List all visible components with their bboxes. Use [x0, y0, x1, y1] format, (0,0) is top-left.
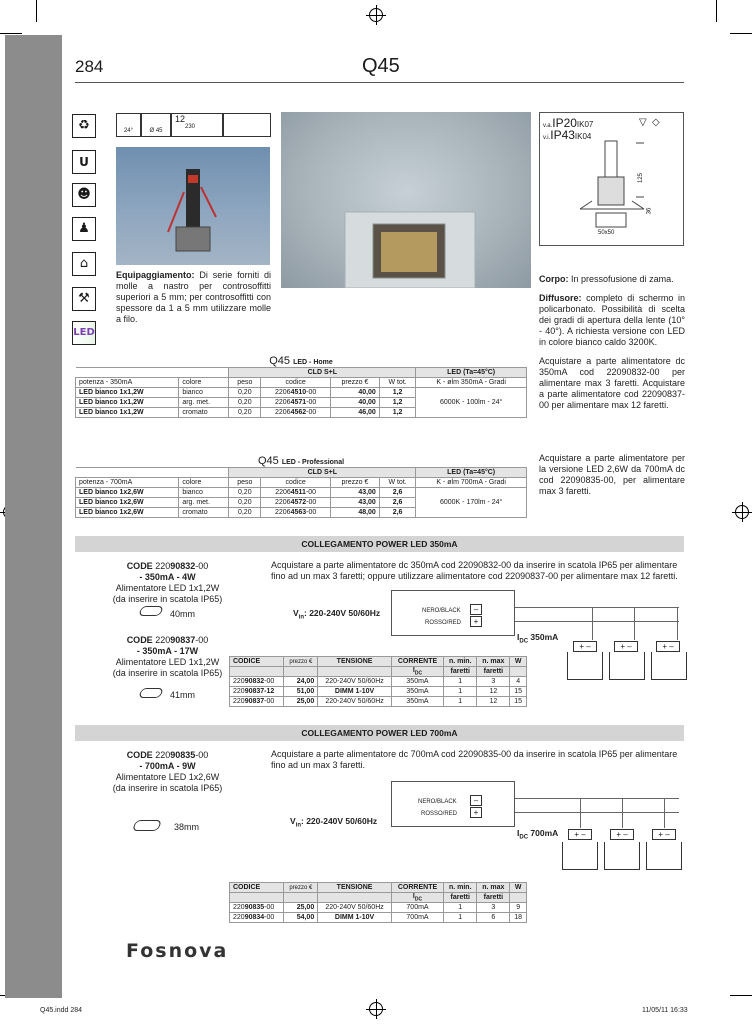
spec-angle: 24°	[116, 113, 141, 137]
size-40mm: 40mm	[170, 609, 196, 619]
sidebar-strip	[5, 35, 62, 998]
lamp-icon	[651, 652, 687, 680]
table-row: 22090832-00 24,00 220-240V 50/60Hz 350mA 1 3 4	[230, 677, 527, 687]
lamp-terminal: + –	[568, 829, 592, 840]
driver-350-table: CODICE prezzo € TENSIONE CORRENTE n. min. n. max W $I_{DC}$ faretti faretti 22090832-00 24,00 220-240V 50/60Hz 350mA 1 3 4 22090837-12 51,00 DIMM 1-10V 350mA 1 12 15 22090837-00 25,00 220-240V 50/60Hz 350mA 1 12 15	[229, 656, 527, 707]
section-350-text: Acquistare a parte alimentatore dc 350mA cod 22090832-00 da inserire in scatola IP65 per alimentare fino ad un max 3 faretti; oppure utilizzare alimentatore cod 22090837-00 per alimentare max 12 faretti.	[271, 560, 678, 581]
wire-label-red: ROSSO/RED	[425, 620, 462, 626]
spec-empty	[223, 113, 271, 137]
code-90835: CODE 22090835-00 - 700mA - 9W Alimentatore LED 1x2,6W (da inserire in scatola IP65)	[112, 750, 223, 793]
ip-box: v.a.IP20IK07 v.i.IP43IK04 ▽ ◇ 125 36 50x50	[539, 112, 684, 246]
table-row: 22090837-00 25,00 220-240V 50/60Hz 350mA 1 12 15	[230, 697, 527, 707]
table-row: 22090834-00 54,00 DIMM 1-10V 700mA 1 6 18	[230, 913, 527, 923]
code-90832: CODE 22090832-00 - 350mA - 4W Alimentatore LED 1x1,2W (da inserire in scatola IP65)	[112, 561, 223, 604]
lamp-terminal: + –	[610, 829, 634, 840]
insulation-icon: ♟	[72, 217, 96, 241]
lamp-icon	[562, 842, 598, 870]
body-text: Corpo: In pressofusione di zama.	[539, 274, 674, 284]
registration-mark-icon	[369, 8, 383, 22]
diffuser-text: Diffusore: completo di schermo in policarbonato. Possibilità di scelta dei gradi di apertura della lente (10° - 40°). A richiesta versione con LED in colore bianco caldo 3200K.	[539, 293, 685, 347]
footer-file: Q45.indd 284	[40, 1007, 83, 1014]
section-350-header: COLLEGAMENTO POWER LED 350mA	[75, 536, 684, 552]
vin-label-350: $V_{in}$: 220-240V 50/60Hz	[293, 608, 381, 621]
lamp-icon	[609, 652, 645, 680]
fixture-photo	[116, 147, 270, 265]
diamond-icon: ◇	[652, 117, 660, 128]
registration-mark-icon	[735, 505, 749, 519]
triangle-icon: ▽	[639, 117, 647, 128]
led-icon: LED	[72, 321, 96, 345]
driver-icon	[138, 606, 164, 616]
equipment-text: Equipaggiamento: Di serie forniti di molle a nastro per controsoffitti superiori a 5 mm; per controsoffitti con spessore da 1 a 5 mm utilizzare molle a filo.	[116, 270, 271, 324]
note-350: Acquistare a parte alimentatore dc 350mA cod 22090832-00 per alimentare max 3 faretti. Acquistare a parte alimentatore cod 22090837-00 per alimentare max 12 faretti.	[539, 356, 685, 410]
lamp-icon	[567, 652, 603, 680]
terminal-minus: –	[470, 795, 482, 806]
lamp-icon	[604, 842, 640, 870]
lamp-terminal: + –	[652, 829, 676, 840]
lamp-icon	[646, 842, 682, 870]
table-row: LED bianco 1x2,6W cromato 0,20 22064563-00 48,00 2,6	[76, 508, 527, 518]
professional-table: Q45 LED - Professional CLD S+L LED (Ta=45°C) potenza - 700mA colore peso codice prezzo € W tot. K - ølm 700mA - Gradi LED bianco 1x2,6W bianco 0,20 22064511-00 43,00 2,6 6000K - 170lm - 24° LED bianco 1x2,6W arg. met. 0,20 22064572-00 43,00 2,6 LED bianco 1x2,6W cromato 0,20 22064563-00 48,00 2,6	[75, 455, 527, 518]
wire-label-black: NERO/BLACK	[422, 608, 461, 614]
page-title: Q45	[362, 55, 400, 77]
lamp-terminal: + –	[614, 641, 638, 652]
table-row: LED bianco 1x2,6W arg. met. 0,20 22064572-00 43,00 2,6	[76, 498, 527, 508]
table-row: LED bianco 1x2,6W bianco 0,20 22064511-00 43,00 2,6 6000K - 170lm - 24°	[76, 488, 527, 498]
table-row: LED bianco 1x1,2W cromato 0,20 22064562-00 46,00 1,2	[76, 408, 527, 418]
section-700-text: Acquistare a parte alimentatore dc 700mA cod 22090835-00 da inserire in scatola IP65 per alimentare fino ad un max 3 faretti.	[271, 749, 678, 770]
wire-label-red: ROSSO/RED	[421, 811, 458, 817]
idc-label-350: $I_{DC}$ 350mA	[517, 632, 559, 645]
product-photo	[281, 112, 531, 288]
vin-label-700: $V_{in}$: 220-240V 50/60Hz	[290, 816, 378, 829]
table-row: LED bianco 1x1,2W arg. met. 0,20 22064571-00 40,00 1,2	[76, 398, 527, 408]
class-icon: ☻	[72, 183, 96, 207]
lamp-terminal: + –	[656, 641, 680, 652]
size-38mm: 38mm	[174, 822, 200, 832]
code-90837: CODE 22090837-00 - 350mA - 17W Alimentatore LED 1x1,2W (da inserire in scatola IP65)	[112, 635, 223, 678]
wire-label-black: NERO/BLACK	[418, 799, 457, 805]
footer-date: 11/05/11 16:33	[642, 1007, 688, 1014]
recycle-icon: ♻	[72, 114, 96, 138]
table-row: 22090835-00 25,00 220-240V 50/60Hz 700mA 1 3 9	[230, 903, 527, 913]
vde-mark-icon: U	[72, 150, 96, 174]
size-41mm: 41mm	[170, 690, 196, 700]
ceiling-icon: ⌂	[72, 252, 96, 276]
section-700-header: COLLEGAMENTO POWER LED 700mA	[75, 725, 684, 741]
installer-icon: ⚒	[72, 287, 96, 311]
spec-cutout: 12 230	[171, 113, 223, 137]
table-row: 22090837-12 51,00 DIMM 1-10V 350mA 1 12 15	[230, 687, 527, 697]
idc-label-700: $I_{DC}$ 700mA	[517, 828, 559, 841]
note-700: Acquistare a parte alimentatore per la versione LED 2,6W da 700mA dc cod 22090835-00, per alimentare max 3 faretti.	[539, 453, 685, 496]
table-row: LED bianco 1x1,2W bianco 0,20 22064510-00 40,00 1,2 6000K - 100lm - 24°	[76, 388, 527, 398]
terminal-minus: –	[470, 604, 482, 615]
terminal-plus: +	[470, 807, 482, 818]
driver-icon	[138, 688, 164, 698]
spec-diameter: Ø 45	[141, 113, 171, 137]
driver-icon	[132, 820, 162, 831]
page-number: 284	[75, 57, 104, 76]
registration-mark-icon	[369, 1002, 383, 1016]
terminal-plus: +	[470, 616, 482, 627]
brand-logo: Fosnova	[126, 940, 229, 962]
home-table: Q45 LED - Home CLD S+L LED (Ta=45°C) potenza - 350mA colore peso codice prezzo € W tot. K - ølm 350mA - Gradi LED bianco 1x1,2W bianco 0,20 22064510-00 40,00 1,2 6000K - 100lm - 24° LED bianco 1x1,2W arg. met. 0,20 22064571-00 40,00 1,2 LED bianco 1x1,2W cromato 0,20 22064562-00 46,00 1,2	[75, 355, 527, 418]
driver-700-table: CODICE prezzo € TENSIONE CORRENTE n. min. n. max W $I_{DC}$ faretti faretti 22090835-00 25,00 220-240V 50/60Hz 700mA 1 3 9 22090834-00 54,00 DIMM 1-10V 700mA 1 6 18	[229, 882, 527, 923]
lamp-terminal: + –	[573, 641, 597, 652]
